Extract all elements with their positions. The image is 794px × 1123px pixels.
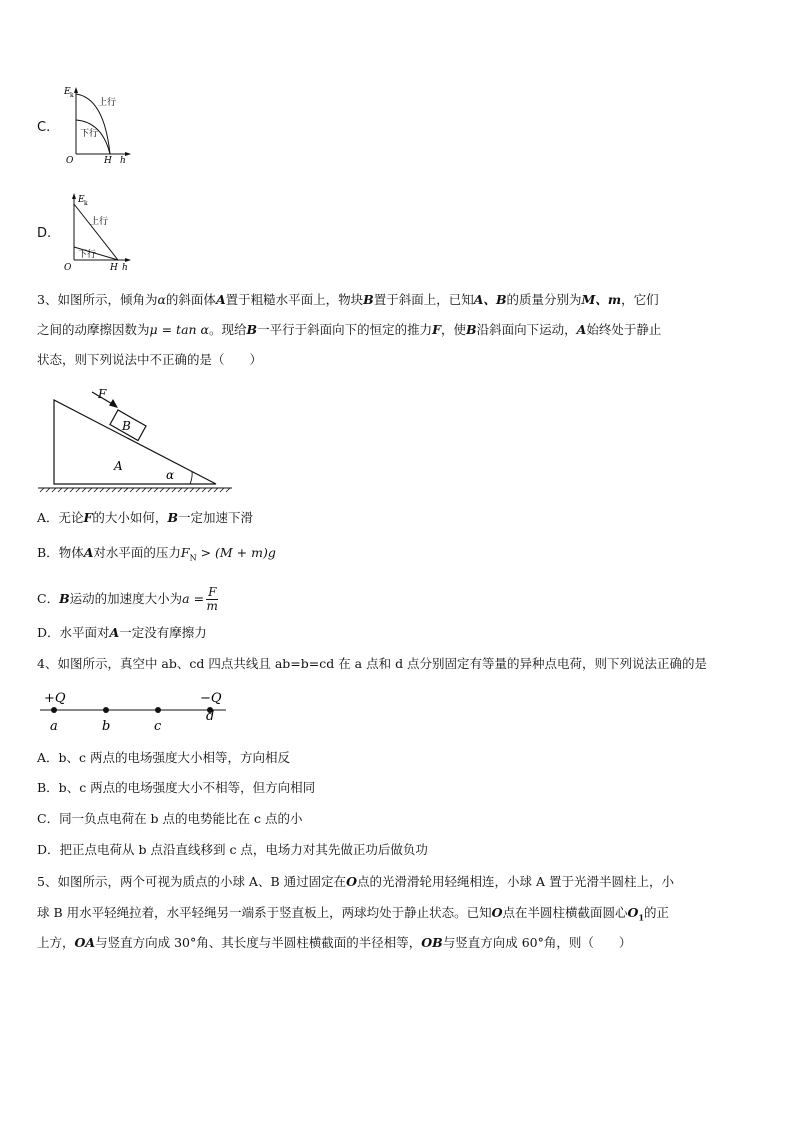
graph-c-origin: O: [66, 156, 74, 166]
q4-fig-point-a: a: [50, 719, 58, 734]
q4-fig-point-c: c: [154, 719, 162, 734]
graph-c-h-mark: H: [104, 156, 112, 166]
q4-fig-plus-charge: +Q: [44, 691, 66, 706]
q3-option-c[interactable]: C．B运动的加速度大小为a = $\frac{F}{m}$: [37, 585, 218, 613]
graph-c-x-label: h: [120, 156, 126, 166]
graph-d-y-sub: k: [84, 200, 88, 207]
graph-d: [62, 190, 138, 272]
q5-stem-line-2: 球 B 用水平轻绳拉着，水平轻绳另一端系于竖直板上，两球均处于静止状态。已知O点在半圆柱横截面圆心$O_1$的正: [37, 905, 670, 923]
graph-c-y-sub: k: [70, 92, 74, 99]
q3-option-a[interactable]: A．无论F的大小如何，B一定加速下滑: [37, 510, 254, 525]
graph-d-h-mark: H: [110, 263, 118, 272]
q3-fig-incline-label: A: [114, 459, 123, 473]
q3-option-c-fraction: $\frac{F}{m}$: [206, 585, 218, 613]
graph-c-up-label: 上行: [98, 98, 117, 108]
q3-option-b[interactable]: B．物体A对水平面的压力$F_N > (M + m)g$: [37, 545, 276, 563]
q5-stem-line-3: 上方，OA与竖直方向成 30°角、其长度与半圆柱横截面的半径相等，OB与竖直方向成 60°角，则（ ）: [37, 935, 632, 950]
q4-charge-line-figure: [36, 688, 236, 736]
graph-c: [62, 84, 138, 166]
q3-fig-angle-label: α: [166, 468, 175, 482]
q4-fig-point-d: d: [206, 709, 215, 724]
option-d-label: D.: [37, 226, 52, 241]
q3-stem-line-2: 之间的动摩擦因数为μ = tan α。现给B一平行于斜面向下的恒定的推力F，使B沿斜面向下运动，A始终处于静止: [37, 322, 662, 337]
q3-fig-force-label: F: [98, 387, 107, 401]
option-c-label: C.: [37, 120, 51, 135]
q3-option-d[interactable]: D．水平面对A一定没有摩擦力: [37, 625, 207, 640]
q3-incline-figure: [36, 384, 236, 494]
q4-option-b[interactable]: B．b、c 两点的电场强度大小不相等，但方向相同: [37, 780, 316, 795]
graph-d-up-label: 上行: [90, 217, 109, 227]
graph-d-down-label: 下行: [78, 250, 97, 260]
q3-stem-line-3: 状态，则下列说法中不正确的是（ ）: [37, 352, 263, 367]
q4-option-a[interactable]: A．b、c 两点的电场强度大小相等，方向相反: [37, 750, 291, 765]
graph-c-down-label: 下行: [80, 129, 99, 139]
q4-fig-point-b: b: [102, 719, 111, 734]
q3-fig-block-label: B: [122, 419, 131, 433]
q4-stem: 4、如图所示，真空中 ab、cd 四点共线且 ab=b=cd 在 a 点和 d 点分别固定有等量的异种点电荷，则下列说法正确的是: [37, 656, 708, 671]
graph-d-origin: O: [64, 263, 72, 272]
graph-d-x-label: h: [122, 263, 128, 272]
graph-c-y-label: E: [64, 87, 71, 97]
graph-d-y-label: E: [78, 195, 85, 205]
q3-stem-line-1: 3、如图所示，倾角为α的斜面体A置于粗糙水平面上，物块B置于斜面上，已知A、B的质量分别为M、m，它们: [37, 292, 659, 307]
q4-fig-minus-charge: −Q: [200, 691, 222, 706]
q4-option-c[interactable]: C．同一负点电荷在 b 点的电势能比在 c 点的小: [37, 811, 303, 826]
q4-option-d[interactable]: D．把正点电荷从 b 点沿直线移到 c 点，电场力对其先做正功后做负功: [37, 842, 428, 857]
q5-stem-line-1: 5、如图所示，两个可视为质点的小球 A、B 通过固定在O点的光滑滑轮用轻绳相连，小球 A 置于光滑半圆柱上，小: [37, 874, 674, 889]
